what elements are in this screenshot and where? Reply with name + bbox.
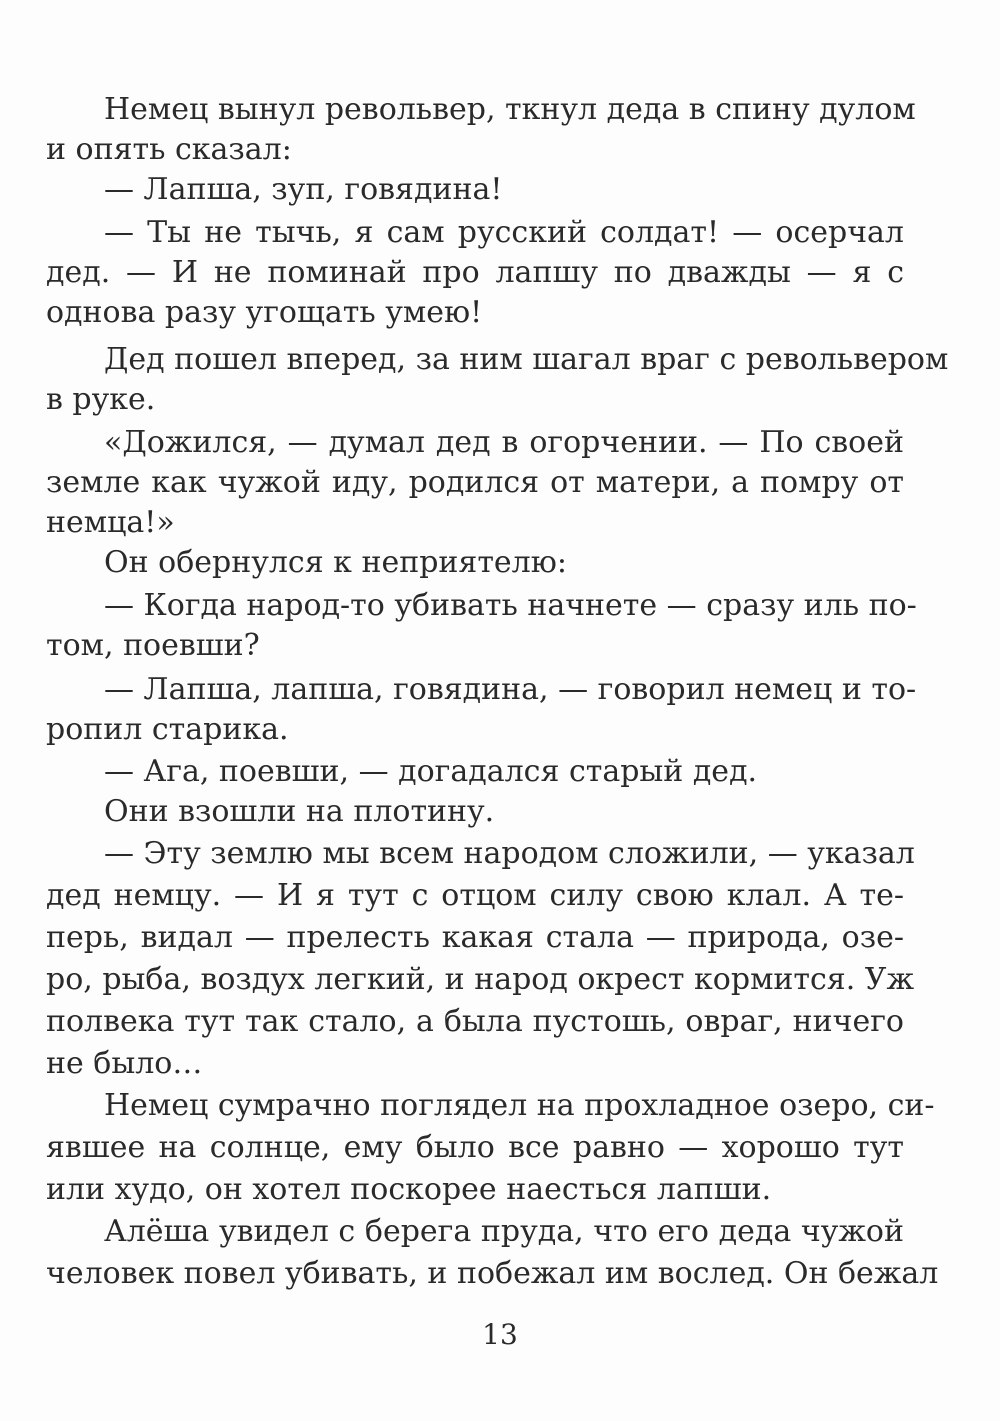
text-line: Алёша увидел с берега пруда, что его деда чужой bbox=[104, 1214, 904, 1249]
text-line: ро, рыба, воздух легкий, и народ окрест кормится. Уж bbox=[46, 962, 915, 997]
text-line: перь, видал — прелесть какая стала — природа, озе- bbox=[46, 920, 904, 955]
text-line: полвека тут так стало, а была пустошь, овраг, ничего bbox=[46, 1004, 904, 1039]
text-line: или худо, он хотел поскорее наесться лапши. bbox=[46, 1172, 772, 1207]
text-line: — Эту землю мы всем народом сложили, — указал bbox=[104, 836, 915, 871]
text-line: не было… bbox=[46, 1046, 203, 1081]
text-line: земле как чужой иду, родился от матери, а помру от bbox=[46, 465, 904, 500]
page-number: 13 bbox=[482, 1318, 518, 1351]
text-line: немца!» bbox=[46, 505, 175, 540]
text-line: — Ты не тычь, я сам русский солдат! — осерчал bbox=[104, 215, 904, 250]
text-line: Он обернулся к неприятелю: bbox=[104, 545, 567, 580]
text-line: — Лапша, зуп, говядина! bbox=[104, 172, 503, 207]
text-line: и опять сказал: bbox=[46, 132, 292, 167]
text-line: человек повел убивать, и побежал им вослед. Он бежал bbox=[46, 1256, 939, 1291]
text-line: дед немцу. — И я тут с отцом силу свою клал. А те- bbox=[46, 878, 904, 913]
text-line: Дед пошел вперед, за ним шагал враг с револьвером bbox=[104, 342, 949, 377]
text-line: Немец вынул револьвер, ткнул деда в спину дулом bbox=[104, 92, 916, 127]
text-line: — Ага, поевши, — догадался старый дед. bbox=[104, 754, 758, 789]
text-line: дед. — И не поминай про лапшу по дважды — я с bbox=[46, 255, 904, 290]
text-line: в руке. bbox=[46, 382, 156, 417]
text-line: том, поевши? bbox=[46, 628, 260, 663]
text-line: «Дожился, — думал дед в огорчении. — По своей bbox=[104, 425, 904, 460]
text-line: явшее на солнце, ему было все равно — хорошо тут bbox=[46, 1130, 904, 1165]
text-line: ропил старика. bbox=[46, 712, 289, 747]
text-line: — Когда народ-то убивать начнете — сразу иль по- bbox=[104, 588, 917, 623]
text-line: Немец сумрачно поглядел на прохладное озеро, си- bbox=[104, 1088, 935, 1123]
text-line: Они взошли на плотину. bbox=[104, 794, 495, 829]
text-line: — Лапша, лапша, говядина, — говорил немец и то- bbox=[104, 672, 917, 707]
text-line: однова разу угощать умею! bbox=[46, 295, 483, 330]
